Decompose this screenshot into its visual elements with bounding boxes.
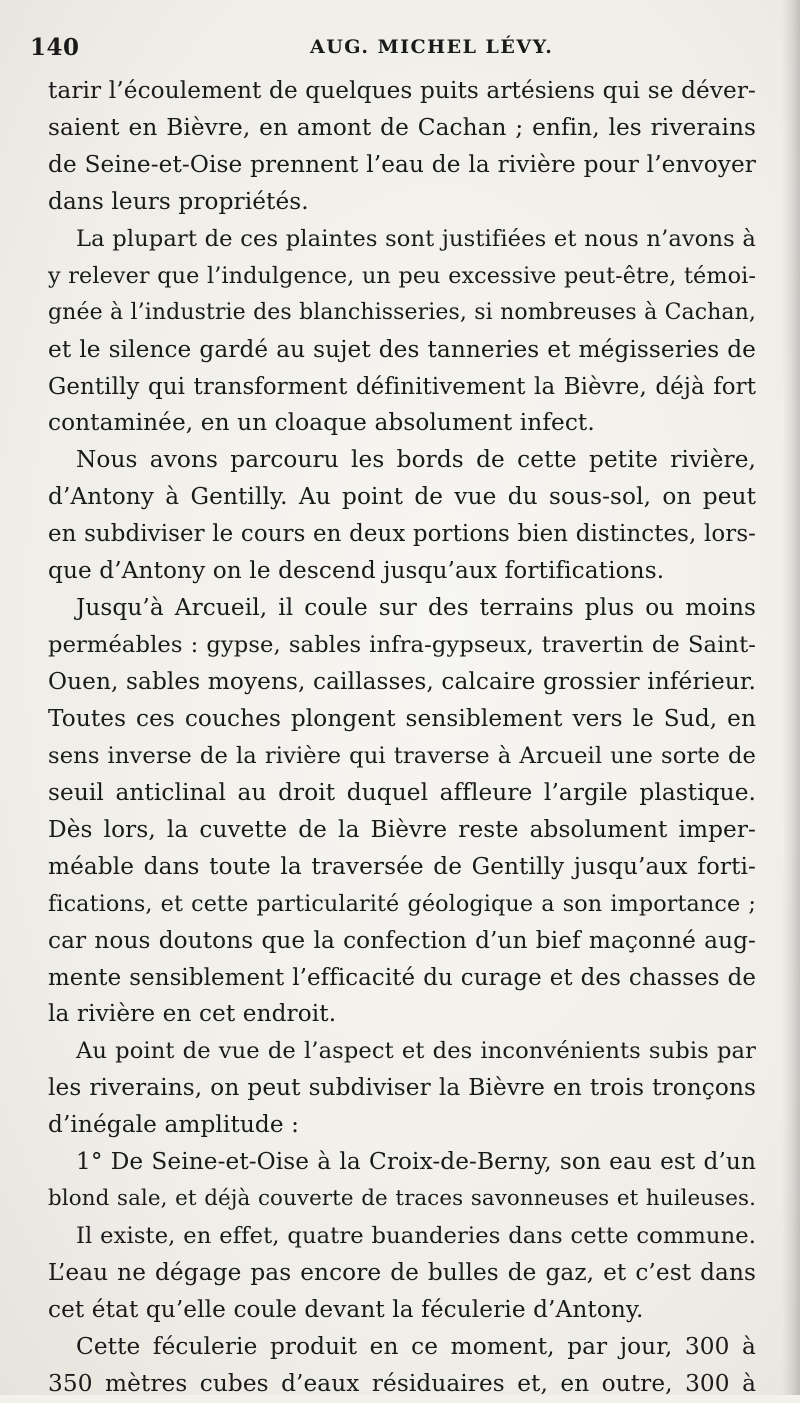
text-line: Au point de vue de l’aspect et des inconvénients subis par xyxy=(76,1038,756,1065)
text-line: 350 mètres cubes d’eaux résiduaires et, en outre, 300 à xyxy=(48,1369,756,1397)
text-line: cet état qu’elle coule devant la féculerie d’Antony. xyxy=(48,1295,644,1323)
text-line: Toutes ces couches plongent sensiblement vers le Sud, en xyxy=(48,704,756,732)
body-text xyxy=(48,73,756,1403)
text-line: Gentilly qui transforment définitivement la Bièvre, déjà fort xyxy=(48,373,756,400)
text-line: Jusqu’à Arcueil, il coule sur des terrains plus ou moins xyxy=(76,594,756,622)
running-head: AUG. MICHEL LÉVY. xyxy=(310,36,554,58)
text-line: blond sale, et déjà couverte de traces savonneuses et huileuses. xyxy=(48,1186,756,1212)
text-line: dans leurs propriétés. xyxy=(48,187,309,215)
text-line: Cette féculerie produit en ce moment, par jour, 300 à xyxy=(76,1332,756,1360)
text-line: seuil anticlinal au droit duquel affleure l’argile plastique. xyxy=(48,778,756,806)
text-line: car nous doutons que la confection d’un bief maçonné aug- xyxy=(48,926,756,954)
text-line: méable dans toute la traversée de Gentilly jusqu’aux forti- xyxy=(48,852,756,880)
text-line: Nous avons parcouru les bords de cette petite rivière, xyxy=(76,446,756,474)
text-line: La plupart de ces plaintes sont justifiées et nous n’avons à xyxy=(76,225,756,252)
page-edge-shadow xyxy=(782,0,800,1395)
text-line: que d’Antony on le descend jusqu’aux fortifications. xyxy=(48,557,665,585)
text-line: et le silence gardé au sujet des tanneries et mégisseries de xyxy=(48,335,756,363)
text-line: mente sensiblement l’efficacité du curage et des chasses de xyxy=(48,964,756,991)
text-line: de Seine-et-Oise prennent l’eau de la rivière pour l’envoyer xyxy=(48,150,756,178)
text-line: les riverains, on peut subdiviser la Bièvre en trois tronçons xyxy=(48,1074,756,1102)
text-line: L’eau ne dégage pas encore de bulles de gaz, et c’est dans xyxy=(48,1259,756,1286)
text-line: sens inverse de la rivière qui traverse à Arcueil une sorte de xyxy=(48,742,756,769)
text-line: en subdiviser le cours en deux portions bien distinctes, lors- xyxy=(48,521,756,548)
text-line: 1° De Seine-et-Oise à la Croix-de-Berny, son eau est d’un xyxy=(76,1148,756,1176)
text-line: Il existe, en effet, quatre buanderies dans cette commune. xyxy=(76,1223,756,1250)
text-line: y relever que l’indulgence, un peu excessive peut-être, témoi- xyxy=(48,262,756,289)
text-line: Dès lors, la cuvette de la Bièvre reste absolument imper- xyxy=(48,815,756,843)
text-line: d’Antony à Gentilly. Au point de vue du sous-sol, on peut xyxy=(48,483,756,511)
page-number: 140 xyxy=(30,34,80,61)
text-line: la rivière en cet endroit. xyxy=(48,1000,337,1028)
text-line: gnée à l’industrie des blanchisseries, si nombreuses à Cachan, xyxy=(48,299,756,325)
text-line: d’inégale amplitude : xyxy=(48,1111,300,1139)
text-line: Ouen, sables moyens, caillasses, calcaire grossier inférieur. xyxy=(48,668,756,695)
text-line: saient en Bièvre, en amont de Cachan ; enfin, les riverains xyxy=(48,113,756,141)
text-line: tarir l’écoulement de quelques puits artésiens qui se déver- xyxy=(48,77,756,104)
page-header xyxy=(30,34,750,64)
text-line: perméables : gypse, sables infra-gypseux, travertin de Saint- xyxy=(48,632,756,659)
text-line: fications, et cette particularité géologique a son importance ; xyxy=(48,890,756,917)
text-line: contaminée, en un cloaque absolument infect. xyxy=(48,409,595,437)
